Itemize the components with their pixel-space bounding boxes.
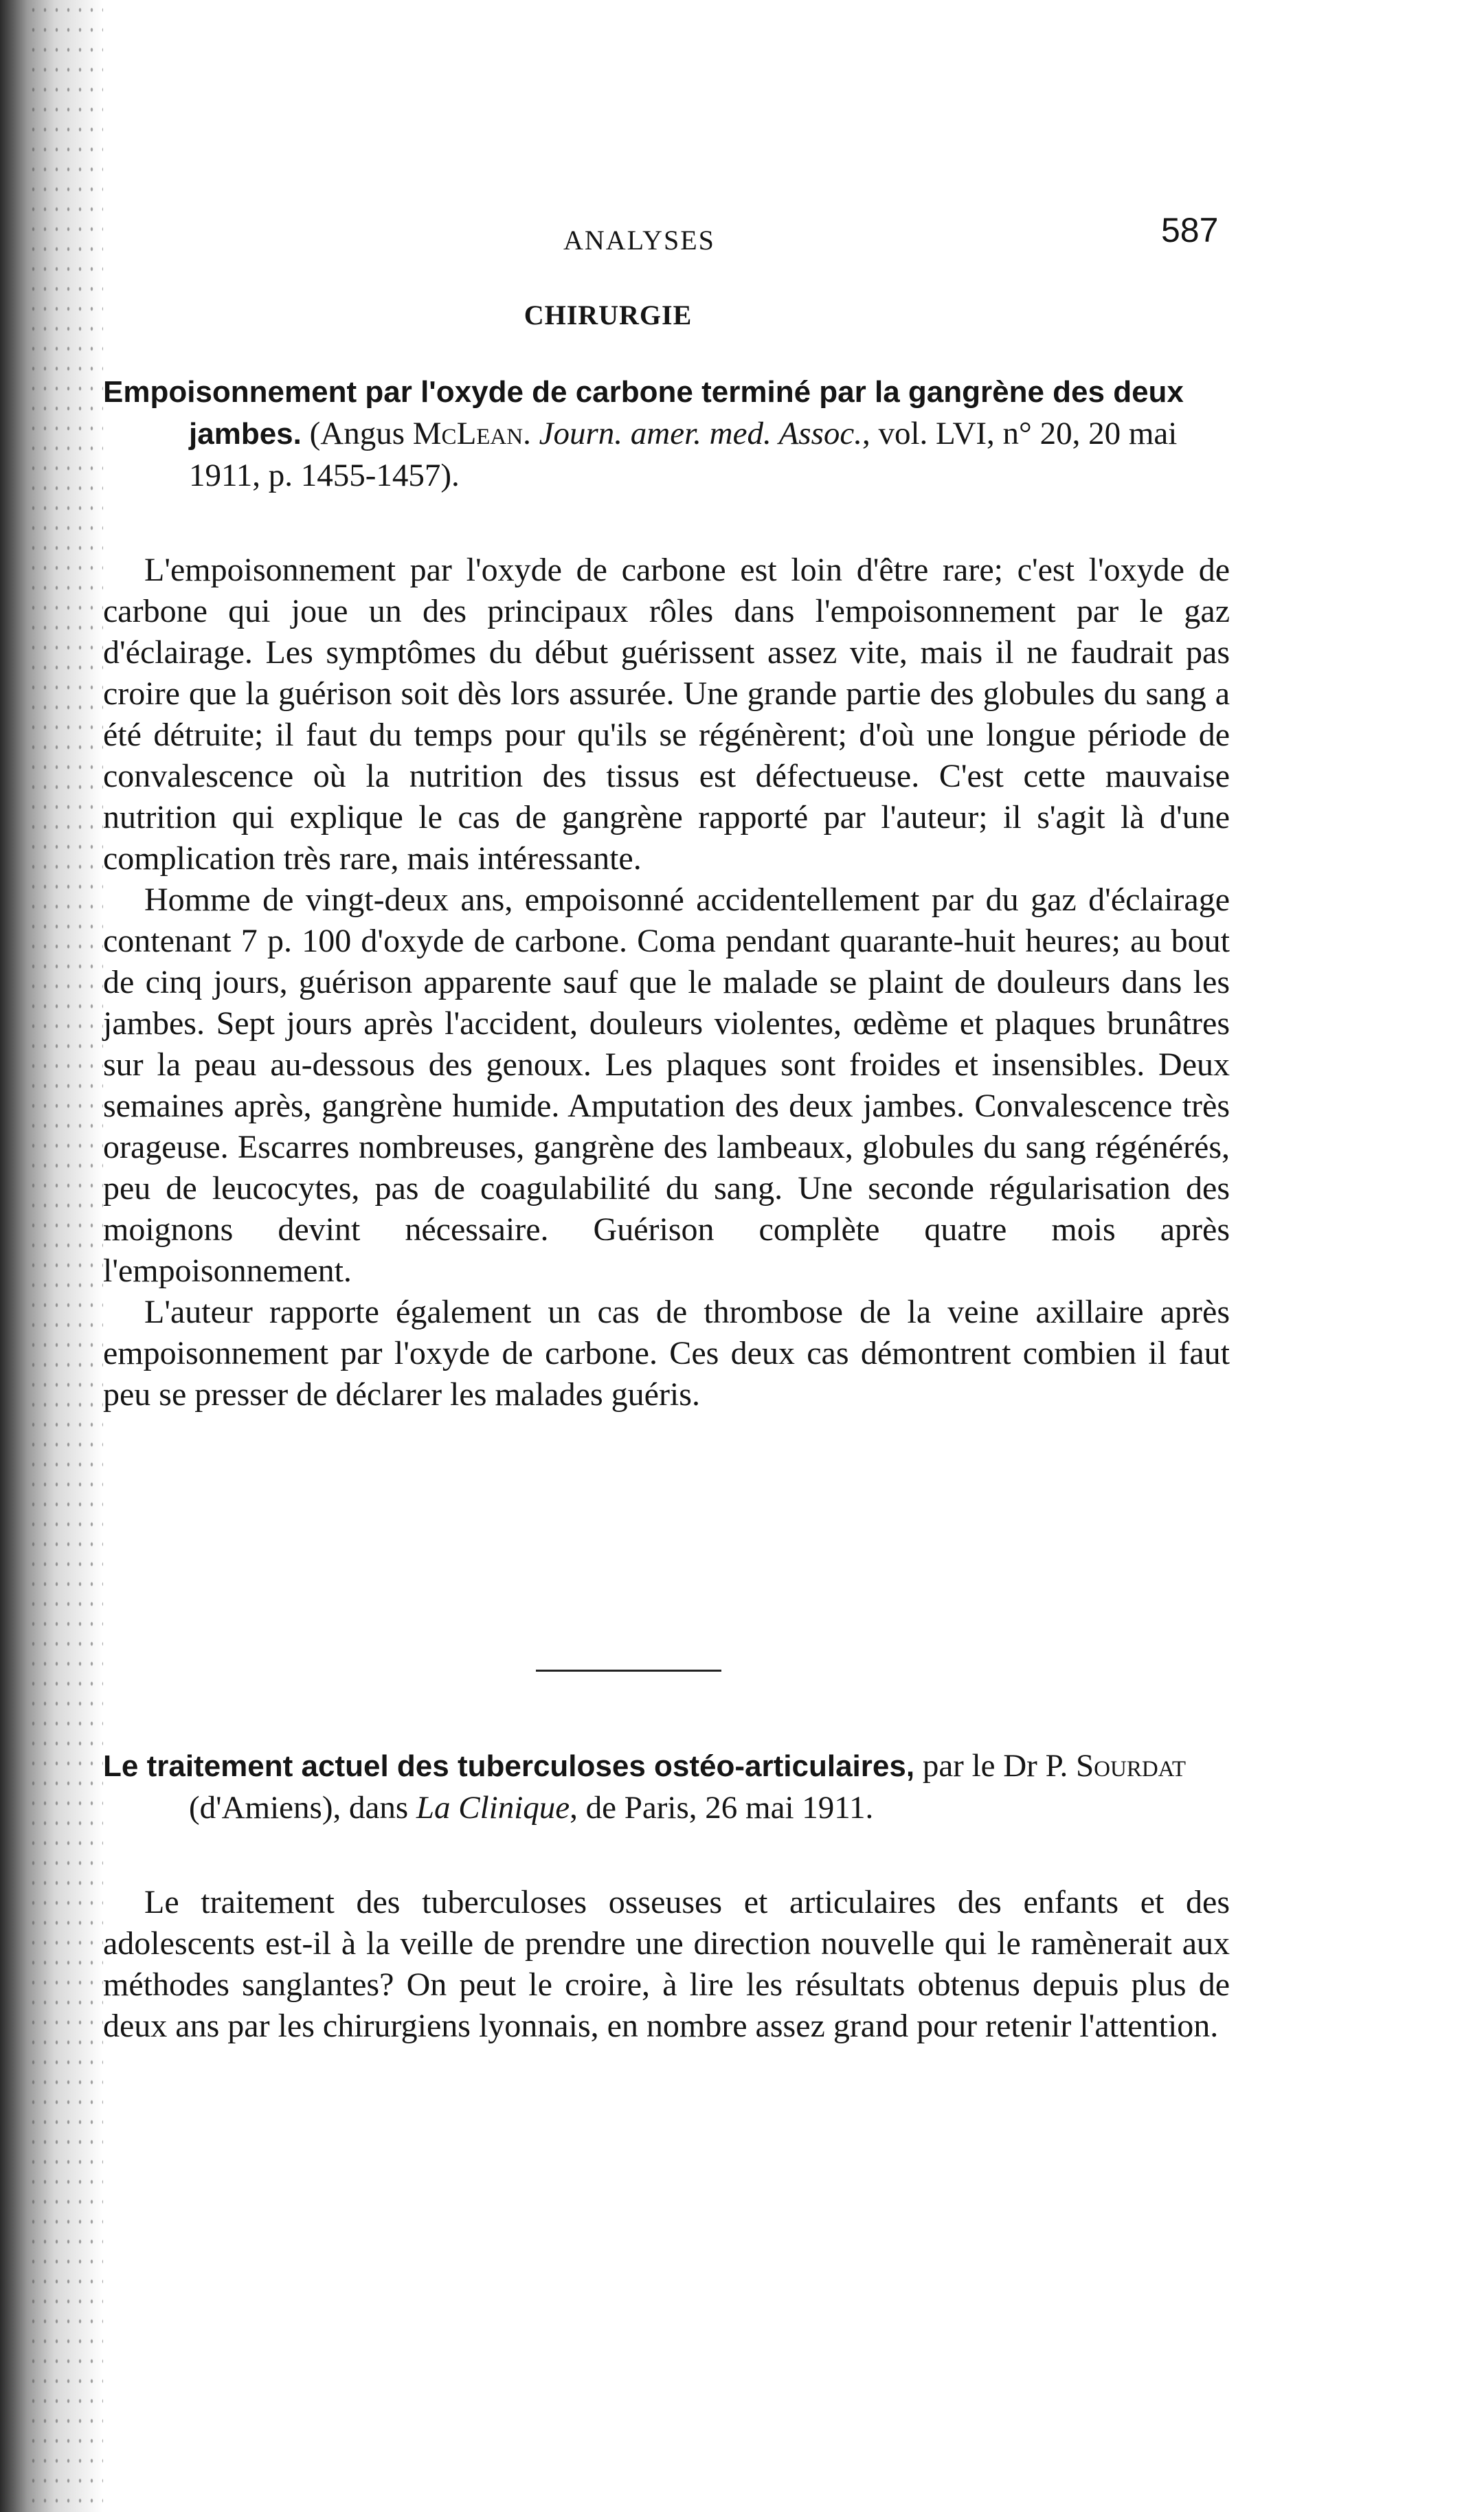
paragraph: L'auteur rapporte également un cas de thrombose de la veine axillaire après empoisonnement par l'oxyde de carbone. Ces deux cas démontrent combien il faut peu se presser de déclarer les malades guéris. — [103, 1294, 1230, 1413]
article-body — [103, 550, 1230, 1415]
author-prefix: par le Dr P. — [914, 1748, 1077, 1784]
author-suffix: (d'Amiens), dans — [189, 1790, 416, 1826]
citation-details: , de Paris, 26 mai 1911. — [570, 1790, 874, 1826]
running-title: ANALYSES — [563, 225, 715, 256]
article-heading — [103, 1745, 1230, 1828]
article-author: McLean — [412, 416, 524, 451]
article-carbon-monoxide — [103, 371, 1230, 1415]
paragraph: Homme de vingt-deux ans, empoisonné accidentellement par du gaz d'éclairage contenant 7 p. 100 d'oxyde de carbone. Coma pendant quarante-huit heures; au bout de cinq jours, guérison apparente sauf que le malade se plaint de douleurs dans les jambes. Sept jours après l'accident, douleurs violentes, œdème et plaques brunâtres sur la peau au-dessous des genoux. Les plaques sont froides et insensibles. Deux semaines après, gangrène humide. Amputation des deux jambes. Convalescence très orageuse. Escarres nombreuses, gangrène des lambeaux, globules du sang régénérés, peu de leucocytes, pas de coagulabilité du sang. Une seconde régularisation des moignons devint nécessaire. Guérison complète quatre mois après l'empoisonnement. — [103, 882, 1230, 1289]
article-body — [103, 1882, 1230, 2047]
article-title: Empoisonnement par l'oxyde de carbone terminé par la gangrène des deux jambes. — [103, 375, 1184, 451]
page-number: 587 — [1161, 211, 1219, 249]
scan-noise-specks — [27, 0, 103, 2512]
journal-name: La Clinique — [416, 1790, 570, 1826]
citation-details: , vol. LVI, n° 20, 20 mai 1911, p. 1455-1457). — [189, 416, 1178, 493]
paragraph: L'empoisonnement par l'oxyde de carbone est loin d'être rare; c'est l'oxyde de carbone qui joue un des principaux rôles dans l'empoisonnement par le gaz d'éclairage. Les symptômes du début guérissent assez vite, mais il ne faudrait pas croire que la guérison soit dès lors assurée. Une grande partie des globules du sang a été détruite; il faut du temps pour qu'ils se régénèrent; d'où une longue période de convalescence où la nutrition des tissus est défectueuse. C'est cette mauvaise nutrition qui explique le cas de gangrène rapporté par l'auteur; il s'agit là d'une complication très rare, mais intéressante. — [103, 552, 1230, 877]
paragraph: Le traitement des tuberculoses osseuses et articulaires des enfants et des adolescents est-il à la veille de prendre une direction nouvelle qui le ramènerait aux méthodes sanglantes? On peut le croire, à lire les résultats obtenus depuis plus de deux ans par les chirurgiens lyonnais, en nombre assez grand pour retenir l'attention. — [103, 1884, 1230, 2044]
citation-open: (Angus — [301, 416, 413, 451]
section-heading: CHIRURGIE — [524, 300, 693, 330]
article-tuberculosis — [103, 1745, 1230, 2047]
citation-separator: . — [523, 416, 539, 451]
book-page — [103, 0, 1450, 2512]
article-divider — [536, 1670, 721, 1672]
article-heading — [103, 371, 1230, 496]
article-author: Sourdat — [1076, 1748, 1187, 1784]
journal-name: Journ. amer. med. Assoc. — [539, 416, 862, 451]
page-header — [103, 206, 1312, 268]
article-title: Le traitement actuel des tuberculoses ostéo-articulaires, — [103, 1749, 915, 1783]
